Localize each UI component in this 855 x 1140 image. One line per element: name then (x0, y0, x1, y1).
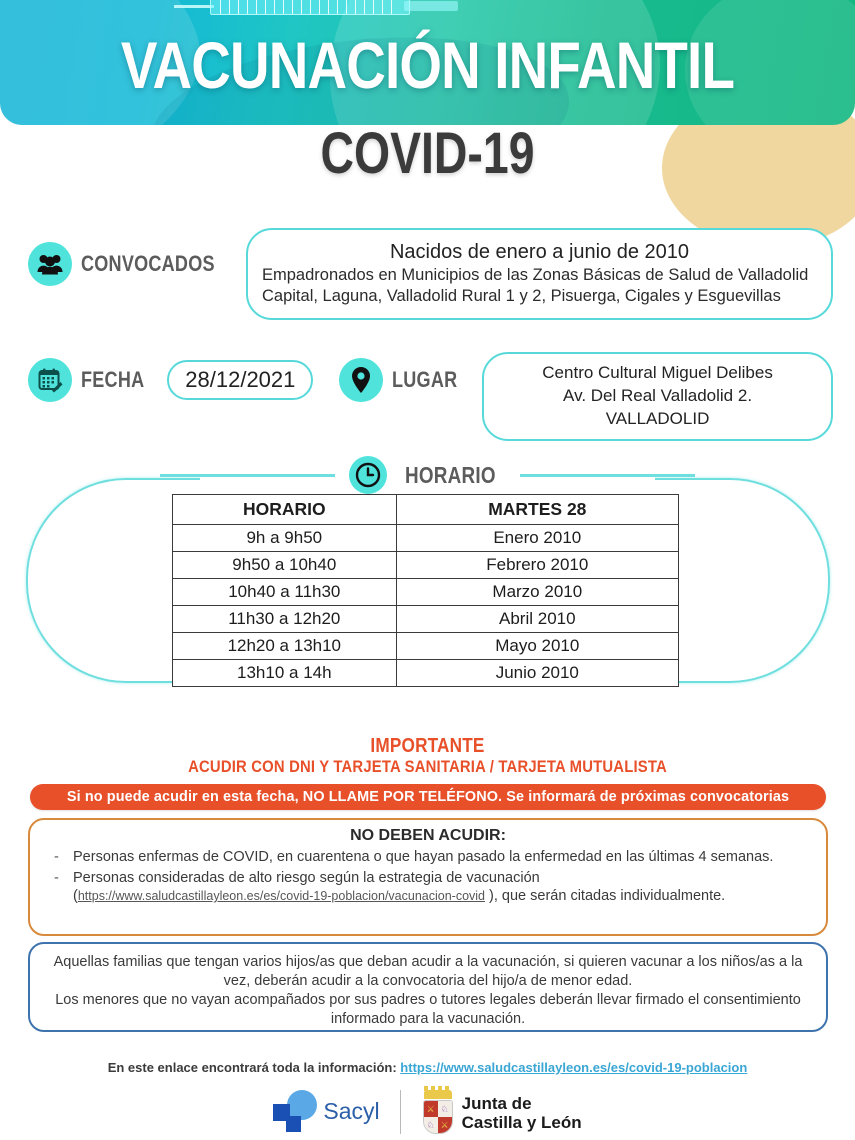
horario-rule-left (160, 474, 335, 477)
bullet-dash-icon: - (54, 849, 59, 865)
horario-label: HORARIO (405, 461, 496, 488)
table-row (173, 579, 679, 606)
sacyl-mark-icon (273, 1090, 317, 1132)
cell-time: 9h50 a 10h40 (173, 552, 397, 579)
footer-link-prefix: En este enlace encontrará toda la información: (107, 1060, 397, 1075)
cell-time: 13h10 a 14h (173, 660, 397, 687)
convocados-row (28, 228, 833, 320)
cell-time: 11h30 a 12h20 (173, 606, 397, 633)
castilla-leon-coat-of-arms-icon: ⚔ ♘ ♘ ⚔ (421, 1090, 455, 1136)
cell-group: Enero 2010 (396, 525, 678, 552)
lugar-box (482, 352, 833, 441)
sacyl-wordmark: Sacyl (323, 1097, 380, 1124)
bullet-dash-icon: - (54, 870, 59, 886)
junta-line-2: Castilla y León (461, 1113, 582, 1132)
people-group-icon (28, 242, 72, 286)
column-header-horario: HORARIO (173, 495, 397, 525)
junta-logo (421, 1090, 582, 1136)
cell-group: Marzo 2010 (396, 579, 678, 606)
cell-time: 9h a 9h50 (173, 525, 397, 552)
convocados-detail: Empadronados en Municipios de las Zonas Básicas de Salud de Valladolid Capital, Laguna, Valladolid Rural 1 y 2, Pisuerga, Cigales y Esguevillas (262, 266, 809, 305)
clock-icon (349, 456, 387, 494)
junta-line-1: Junta de (461, 1094, 532, 1113)
footer-logos (0, 1090, 855, 1140)
convocados-label-group (28, 228, 246, 286)
convocados-headline: Nacidos de enero a junio de 2010 (389, 241, 690, 263)
fecha-value: 28/12/2021 (167, 360, 313, 400)
list-item-text: Personas enfermas de COVID, en cuarentena o que hayan pasado la enfermedad en las últimas 4 semanas. (73, 849, 774, 865)
vacunacion-covid-link[interactable]: https://www.saludcastillayleon.es/es/covid-19-poblacion/vacunacion-covid (77, 889, 486, 903)
junta-wordmark (462, 1094, 582, 1132)
lugar-group (339, 352, 472, 402)
syringe-icon (168, 0, 458, 20)
schedule-table (172, 494, 679, 687)
familias-box (28, 942, 828, 1032)
familias-line-2: Los menores que no vayan acompañados por sus padres o tutores legales deberán llevar firmado el consentimiento informado para la vacunación. (55, 992, 801, 1027)
no-deben-acudir-list (46, 848, 810, 905)
importante-title: IMPORTANTE (370, 735, 485, 757)
cell-group: Junio 2010 (396, 660, 678, 687)
lugar-line-1: Centro Cultural Miguel Delibes (542, 363, 773, 382)
cell-group: Febrero 2010 (396, 552, 678, 579)
page-subtitle: COVID-19 (320, 121, 535, 186)
cell-time: 12h20 a 13h10 (173, 633, 397, 660)
footer-link-row (0, 1060, 855, 1075)
list-item (46, 869, 810, 905)
map-pin-icon (339, 358, 383, 402)
cell-group: Abril 2010 (396, 606, 678, 633)
page-title: VACUNACIÓN INFANTIL (120, 28, 735, 102)
logo-divider (400, 1090, 401, 1134)
fecha-lugar-row (28, 352, 833, 441)
status-banner: Si no puede acudir en esta fecha, NO LLAME POR TELÉFONO. Se informará de próximas convocatorias (30, 784, 826, 810)
importante-subtitle: ACUDIR CON DNI Y TARJETA SANITARIA / TARJETA MUTUALISTA (188, 758, 667, 776)
table-row (173, 633, 679, 660)
convocados-label: CONVOCADOS (81, 251, 215, 276)
no-deben-acudir-box (28, 818, 828, 936)
fecha-label: FECHA (81, 367, 145, 392)
column-header-martes: MARTES 28 (396, 495, 678, 525)
table-row (173, 660, 679, 687)
horario-rule-right (520, 474, 695, 477)
table-header-row (173, 495, 679, 525)
horario-section (0, 452, 855, 687)
lugar-label: LUGAR (392, 367, 458, 392)
table-row (173, 525, 679, 552)
lugar-line-3: VALLADOLID (605, 409, 710, 428)
calendar-icon (28, 358, 72, 402)
list-item-tail: ), que serán citadas individualmente. (489, 888, 726, 904)
cell-group: Mayo 2010 (396, 633, 678, 660)
table-row (173, 552, 679, 579)
table-row (173, 606, 679, 633)
cell-time: 10h40 a 11h30 (173, 579, 397, 606)
sacyl-logo (273, 1090, 379, 1132)
fecha-group (28, 352, 313, 402)
no-deben-acudir-title: NO DEBEN ACUDIR: (350, 827, 506, 844)
paren-open: ( (73, 888, 78, 904)
list-item-text: Personas consideradas de alto riesgo según la estrategia de vacunación (73, 870, 540, 886)
list-item (46, 848, 810, 866)
lugar-line-2: Av. Del Real Valladolid 2. (563, 386, 753, 405)
footer-info-link[interactable]: https://www.saludcastillayleon.es/es/covid-19-poblacion (400, 1060, 748, 1075)
familias-line-1: Aquellas familias que tengan varios hijos/as que deban acudir a la vacunación, si quieren vacunar a los niños/as a la vez, deberán acudir a la convocatoria del hijo/a de menor edad. (53, 954, 803, 989)
horario-header (0, 452, 855, 498)
convocados-box (246, 228, 833, 320)
